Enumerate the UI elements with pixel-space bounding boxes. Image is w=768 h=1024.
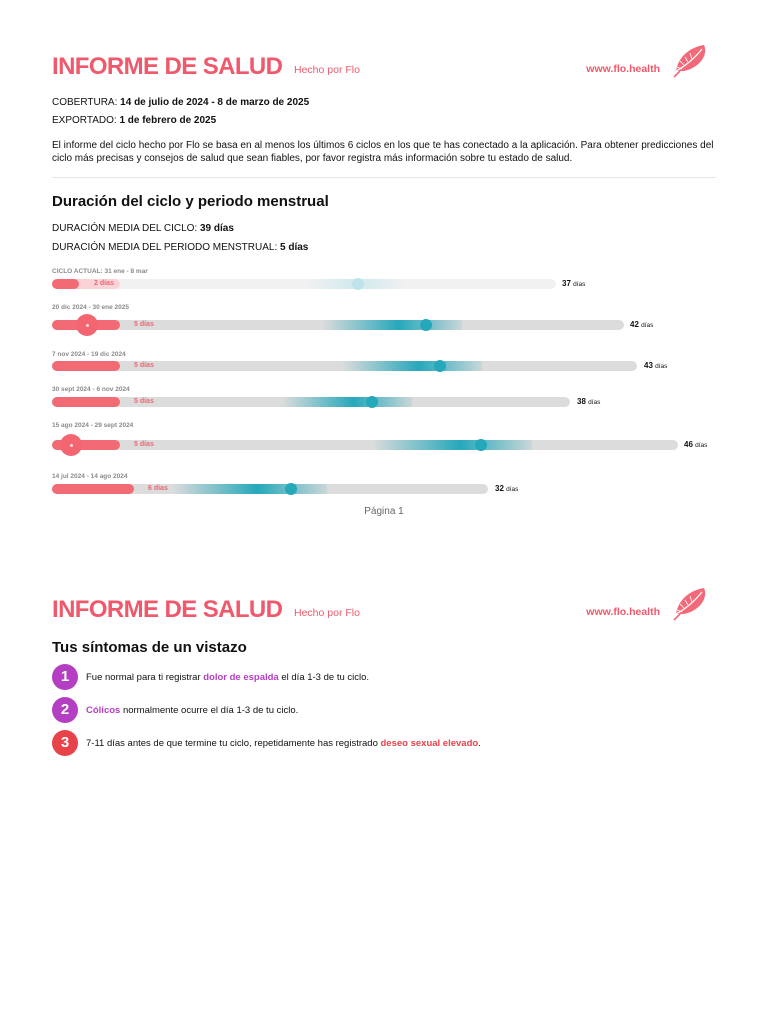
spotting-marker (60, 434, 82, 456)
period-length-label: 6 días (148, 485, 168, 492)
coverage-value: 14 de julio de 2024 - 8 de marzo de 2025 (120, 97, 310, 108)
cycle-length: 38 días (577, 397, 601, 406)
exported-label: EXPORTADO: (52, 115, 117, 126)
cycle-bar (52, 361, 637, 371)
ovulation-marker (475, 439, 487, 451)
report-header (52, 596, 716, 636)
symptom-number-badge: 2 (52, 697, 78, 723)
ovulation-marker (352, 278, 364, 290)
period-segment (52, 279, 79, 289)
report-intro-text: El informe del ciclo hecho por Flo se basa en al menos los últimos 6 ciclos en los que te has conectado a la aplicación. Para obtener predicciones del ciclo más precisas y consejos de salud que sean fiables, por favor registra más información sobre tu estado de salud. (52, 140, 714, 164)
symptom-text: Cólicos normalmente ocurre el día 1-3 de tu ciclo. (86, 705, 299, 716)
flo-feather-logo-icon (670, 584, 710, 624)
cycle-length: 42 días (630, 320, 654, 329)
ovulation-marker (366, 396, 378, 408)
avg-period-line (52, 241, 308, 255)
symptom-item (52, 664, 722, 692)
cycle-date-range: CICLO ACTUAL: 31 ene - 8 mar (52, 268, 148, 275)
avg-cycle-label: DURACIÓN MEDIA DEL CICLO: (52, 223, 198, 234)
avg-period-label: DURACIÓN MEDIA DEL PERIODO MENSTRUAL: (52, 242, 278, 253)
spotting-marker (76, 314, 98, 336)
flo-feather-logo-icon (670, 41, 710, 81)
cycle-bar (52, 484, 488, 494)
symptom-highlight: Cólicos (86, 705, 121, 716)
cycle-bar (52, 397, 570, 407)
avg-period-value: 5 días (280, 242, 309, 253)
exported-line (52, 114, 216, 128)
symptom-text: 7-11 días antes de que termine tu ciclo, repetidamente has registrado deseo sexual elevado. (86, 738, 481, 749)
flo-website-link[interactable]: www.flo.health (586, 63, 660, 75)
cycle-bar (52, 440, 678, 450)
fertile-window (342, 361, 482, 371)
report-title: INFORME DE SALUD (52, 53, 283, 80)
symptoms-section-title: Tus síntomas de un vistazo (52, 639, 247, 656)
exported-value: 1 de febrero de 2025 (119, 115, 217, 126)
symptom-number-badge: 1 (52, 664, 78, 690)
avg-cycle-value: 39 días (200, 223, 234, 234)
period-segment (52, 361, 120, 371)
cycle-date-range: 7 nov 2024 - 19 dic 2024 (52, 351, 126, 358)
flo-website-link[interactable]: www.flo.health (586, 606, 660, 618)
cycle-date-range: 15 ago 2024 - 29 sept 2024 (52, 422, 134, 429)
symptom-highlight: dolor de espalda (203, 672, 279, 683)
cycle-length: 37 días (562, 279, 586, 288)
cycle-section-title: Duración del ciclo y periodo menstrual (52, 193, 329, 210)
period-segment (52, 484, 134, 494)
avg-cycle-line (52, 222, 234, 236)
period-length-label: 5 días (134, 441, 154, 448)
period-length-label: 5 días (134, 362, 154, 369)
period-segment (52, 397, 120, 407)
ovulation-marker (420, 319, 432, 331)
symptom-item (52, 697, 722, 725)
period-length-label: 5 días (134, 398, 154, 405)
fertile-window (372, 440, 532, 450)
report-title: INFORME DE SALUD (52, 596, 283, 623)
coverage-label: COBERTURA: (52, 97, 118, 108)
cycle-date-range: 20 dic 2024 - 30 ene 2025 (52, 304, 129, 311)
fertile-window (322, 320, 462, 330)
report-header (52, 53, 716, 93)
cycle-date-range: 14 jul 2024 - 14 ago 2024 (52, 473, 128, 480)
page-number: Página 1 (364, 506, 404, 517)
cycle-length: 32 días (495, 484, 519, 493)
period-length-label: 5 días (134, 321, 154, 328)
report-subtitle: Hecho por Flo (294, 64, 360, 76)
ovulation-marker (285, 483, 297, 495)
ovulation-marker (434, 360, 446, 372)
cycle-track (52, 279, 556, 289)
cycle-bar (52, 320, 624, 330)
cycle-length: 46 días (684, 440, 708, 449)
cycle-length: 43 días (644, 361, 668, 370)
fertile-window (282, 397, 412, 407)
period-length-label: 2 días (94, 280, 114, 287)
coverage-line (52, 96, 309, 110)
symptom-item (52, 730, 722, 758)
report-subtitle: Hecho por Flo (294, 607, 360, 619)
symptom-text: Fue normal para ti registrar dolor de espalda el día 1-3 de tu ciclo. (86, 672, 370, 683)
section-divider (52, 177, 716, 178)
symptom-highlight: deseo sexual elevado (380, 738, 479, 749)
fertile-window (172, 484, 327, 494)
cycle-bar (52, 279, 556, 289)
symptom-number-badge: 3 (52, 730, 78, 756)
cycle-date-range: 30 sept 2024 - 6 nov 2024 (52, 386, 130, 393)
